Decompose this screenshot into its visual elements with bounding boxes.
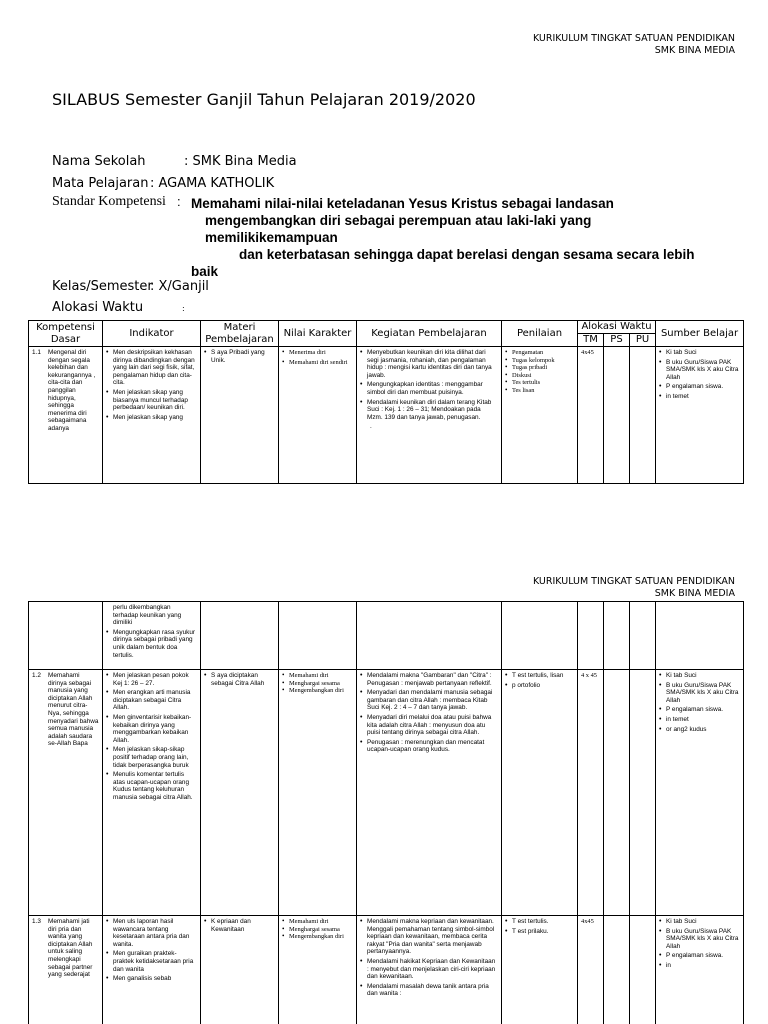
list-item: • Mendalami makna "Gambaran" dan "Citra" : Penugasan : menjawab pertanyaan reflektif. (360, 672, 498, 687)
mapel-label: Mata Pelajaran (52, 176, 149, 191)
col-alokasi-waktu: Alokasi Waktu (578, 321, 656, 334)
list-item: • Diskusi (505, 372, 574, 380)
ps-cell (604, 347, 630, 484)
kd-cell (29, 602, 103, 670)
kegiatan-cell (357, 670, 502, 916)
col-kegiatan: Kegiatan Pembelajaran (357, 321, 502, 347)
list-item: • S aya diciptakan sebagai Citra Allah (204, 672, 275, 687)
list-item: • P engalaman siswa. (659, 706, 740, 714)
pu-cell (630, 916, 656, 1024)
info-kelas (52, 279, 209, 294)
indikator-cell (103, 916, 201, 1024)
pu-cell (630, 347, 656, 484)
table-row (29, 916, 744, 1024)
list-item: • Mengungkapkan identitas : menggambar simbol diri dan membuat puisinya. (360, 381, 498, 396)
page-title: SILABUS Semester Ganjil Tahun Pelajaran 2019/2020 (52, 90, 476, 109)
list-item: • Ki tab Suci (659, 349, 740, 357)
kd-number: 1.2 (32, 672, 41, 679)
kd-number: 1.3 (32, 918, 41, 925)
list-item: • Menghargai sesama (282, 680, 353, 688)
pu-cell (630, 602, 656, 670)
list-item: • Menulis komentar tertulis atas ucapan-ucapan orang Kudus tentang keluhuran manusia sebagai citra Allah. (106, 771, 197, 801)
kd-text: Mengenal diri dengan segala kelebihan dan kekurangannya , cita-cita dan panggilan hidupnya, sehingga menerima diri sebagaimana adanya (48, 349, 96, 432)
table-row (29, 602, 744, 670)
list-item: • S aya Pribadi yang Unik. (204, 349, 275, 364)
list-item: • P engalaman siswa. (659, 383, 740, 391)
list-item: • in temet (659, 716, 740, 724)
sumber-cell (656, 916, 744, 1024)
list-item: • Mendalami hakikat Kepriaan dan Kewanitaan : menyebut dan menjelaskan ciri-ciri kepriaan dan kewanitaan. (360, 958, 498, 981)
materi-cell (201, 347, 279, 484)
page-header (533, 576, 735, 600)
list-item: • Men uls laporan hasil wawancara tentang kesetaraan antara pria dan wanita. (106, 918, 197, 948)
school-label: SMK BINA MEDIA (654, 588, 735, 599)
col-tm: TM (578, 334, 604, 347)
list-item: • p ortofolio (505, 682, 574, 690)
materi-cell (201, 916, 279, 1024)
curriculum-label: KURIKULUM TINGKAT SATUAN PENDIDIKAN (532, 33, 735, 44)
materi-cell (201, 602, 279, 670)
indikator-cell (103, 670, 201, 916)
curriculum-label: KURIKULUM TINGKAT SATUAN PENDIDIKAN (532, 576, 735, 587)
kd-cell (29, 670, 103, 916)
list-item: • Men jelaskan pesan pokok Kej 1: 26 – 27. (106, 672, 197, 687)
indikator-cell (103, 347, 201, 484)
list-item: • Mengembangkan diri (282, 933, 353, 941)
list-item: • K epriaan dan Kewanitaan (204, 918, 275, 933)
continued-text: perlu dikembangkan terhadap keunikan yang dimiliki (113, 604, 182, 627)
materi-cell (201, 670, 279, 916)
list-item: • Men jelaskan sikap-sikap positif terhadap orang lain, tidak berperasangka buruk (106, 746, 197, 769)
indikator-cell (103, 602, 201, 670)
sumber-cell (656, 670, 744, 916)
sekolah-value: : SMK Bina Media (184, 154, 297, 169)
list-item: • Mengembangkan diri (282, 687, 353, 695)
kd-text: Memahami dirinya sebagai manusia yang diciptakan Allah menurut citra- Nya, sehingga menyadari bahwa semua manusia adalah saudara se-Allah Bapa (48, 672, 99, 748)
list-item: • Menyadari dan mendalami manusia sebagai gambaran dan citra Allah : membaca Kitab Suci Kej. 2 : 4 – 7 dan tanya jawab. (360, 689, 498, 712)
col-nilai-karakter: Nilai Karakter (279, 321, 357, 347)
list-item: • P engalaman siswa. (659, 952, 740, 960)
kd-cell (29, 916, 103, 1024)
page-header (533, 33, 735, 57)
syllabus-table-page1 (28, 320, 744, 484)
school-label: SMK BINA MEDIA (654, 45, 735, 56)
penilaian-cell (502, 602, 578, 670)
list-item: • B uku Guru/Siswa PAK SMA/SMK kls X aku Citra Allah (659, 682, 740, 705)
list-item: • Pengamatan (505, 349, 574, 357)
table-row (29, 670, 744, 916)
list-item: • Ki tab Suci (659, 918, 740, 926)
ps-cell (604, 602, 630, 670)
kd-number: 1.1 (32, 349, 41, 356)
ps-cell (604, 916, 630, 1024)
list-item: • Penugasan : merenungkan dan mencatat ucapan-ucapan orang kudus. (360, 739, 498, 754)
list-item: • T est tertulis, lisan (505, 672, 574, 680)
list-item: • Menyadari diri melalui doa atau puisi bahwa kita adalah citra Allah : menyusun doa atu puisi tentang dirinya sebagai citra Allah. (360, 714, 498, 737)
col-penilaian: Penilaian (502, 321, 578, 347)
kegiatan-cell (357, 602, 502, 670)
sk-line: Memahami nilai-nilai keteladanan Yesus Kristus sebagai landasan (191, 196, 614, 211)
sk-line: dan keterbatasan sehingga dapat berelasi dengan sesama secara lebih (239, 247, 695, 262)
kd-cell (29, 347, 103, 484)
list-item: • Mendalami masalah dewa tanik antara pria dan wanita : (360, 983, 498, 998)
kd-text: Memahami jati diri pria dan wanita yang diciptakan Allah untuk saling melengkapi sebagai partner yang sederajat (48, 918, 93, 979)
list-item: • Mendalami makna kepriaan dan kewanitaan. Menggali pemahaman tentang simbol-simbol kepriaan dan kewanitaan, membaca cerita rakyat "Pria dan wanita" serta menjawab pertanyaannya. (360, 918, 498, 956)
sekolah-label: Nama Sekolah (52, 154, 146, 169)
list-item: • Memahami diri sendiri (282, 359, 353, 367)
kegiatan-cell (357, 916, 502, 1024)
alokasi-value: : (182, 304, 185, 313)
list-item: • Menghargai sesama (282, 926, 353, 934)
list-item: • Men erangkan arti manusia diciptakan sebagai Citra Allah. (106, 689, 197, 712)
tm-cell: 4x45 (578, 347, 604, 484)
nilai-cell (279, 916, 357, 1024)
nilai-cell (279, 670, 357, 916)
list-item: • Menerima diri (282, 349, 353, 357)
nilai-cell (279, 347, 357, 484)
tm-cell: 4x45 (578, 916, 604, 1024)
kelas-label: Kelas/Semester (52, 279, 153, 294)
list-item: • Men ganalisis sebab (106, 975, 197, 983)
syllabus-table-page2 (28, 601, 744, 1024)
list-item: • in (659, 962, 740, 970)
table-row (29, 347, 744, 484)
list-item: • Mengungkapkan rasa syukur dirinya sebagai pribadi yang unik dalam bentuk doa tertulis. (106, 629, 197, 659)
list-item: • T est tertulis. (505, 918, 574, 926)
col-pu: PU (630, 334, 656, 347)
stray-dot: . (370, 423, 372, 431)
list-item: • Tes lisan (505, 387, 574, 395)
penilaian-cell (502, 670, 578, 916)
col-materi: Materi Pembelajaran (201, 321, 279, 347)
mapel-value: : AGAMA KATHOLIK (150, 176, 275, 191)
list-item: • or ang2 kudus (659, 726, 740, 734)
list-item: • Tugas pribadi (505, 364, 574, 372)
kelas-value: : X/Ganjil (150, 279, 209, 294)
penilaian-cell (502, 916, 578, 1024)
penilaian-cell (502, 347, 578, 484)
tm-cell: 4 x 45 (578, 670, 604, 916)
ps-cell (604, 670, 630, 916)
standar-kompetensi-text (191, 195, 736, 280)
list-item: • Men jelaskan sikap yang (106, 414, 197, 422)
list-item: • Men jelaskan sikap yang biasanya muncul terhadap perbedaan/ keunikan diri. (106, 389, 197, 412)
sumber-cell (656, 347, 744, 484)
nilai-cell (279, 602, 357, 670)
sk-line: memilikikemampuan (205, 230, 338, 245)
standar-kompetensi-label: Standar Kompetensi (52, 194, 166, 209)
list-item: • T est prilaku. (505, 928, 574, 936)
col-kompetensi-dasar: Kompetensi Dasar (29, 321, 103, 347)
tm-cell (578, 602, 604, 670)
col-ps: PS (604, 334, 630, 347)
list-item: • B uku Guru/Siswa PAK SMA/SMK kls X aku Citra Allah (659, 359, 740, 382)
sumber-cell (656, 602, 744, 670)
list-item: • Memahami diri (282, 918, 353, 926)
sk-line: baik (191, 264, 219, 279)
list-item: • B uku Guru/Siswa PAK SMA/SMK kls X aku Citra Allah (659, 928, 740, 951)
standar-kompetensi-colon: : (177, 194, 181, 209)
info-sekolah (52, 154, 297, 169)
list-item: • in temet (659, 393, 740, 401)
list-item: • Tes tertulis (505, 379, 574, 387)
list-item: • Menyebutkan keunikan diri kita dilihat dari segi jasmania, rohaniah, dan pengalaman hidup : mengisi kartu identitas diri dan tanya jawab. (360, 349, 498, 379)
list-item: • Tugas kelompok (505, 357, 574, 365)
col-indikator: Indikator (103, 321, 201, 347)
list-item: • Men guraikan praktek-praktek ketidaksetaraan pria dan wanita (106, 950, 197, 973)
list-item: • Men ginventarisir kebaikan-kebaikan dirinya yang menggambarkan kebaikan Allah. (106, 714, 197, 744)
alokasi-label: Alokasi Waktu (52, 300, 144, 315)
pu-cell (630, 670, 656, 916)
list-item: • Mendalami keunikan diri dalam terang Kitab Suci : Kej. 1 : 26 – 31; Mendoakan pada Mzm. 139 dan tanya jawab, penugasan. (360, 399, 498, 422)
info-alokasi (52, 300, 185, 315)
list-item: • Memahami diri (282, 672, 353, 680)
col-sumber-belajar: Sumber Belajar (656, 321, 744, 347)
list-item: • Ki tab Suci (659, 672, 740, 680)
list-item: • Men deskripsikan kekhasan dirinya dibandingkan dengan yang lain dari segi fisik, sifat, pengalaman hidup dan cita-cita. (106, 349, 197, 387)
sk-line: mengembangkan diri sebagai perempuan atau laki-laki yang (205, 213, 592, 228)
kegiatan-cell (357, 347, 502, 484)
info-mapel (52, 176, 274, 191)
